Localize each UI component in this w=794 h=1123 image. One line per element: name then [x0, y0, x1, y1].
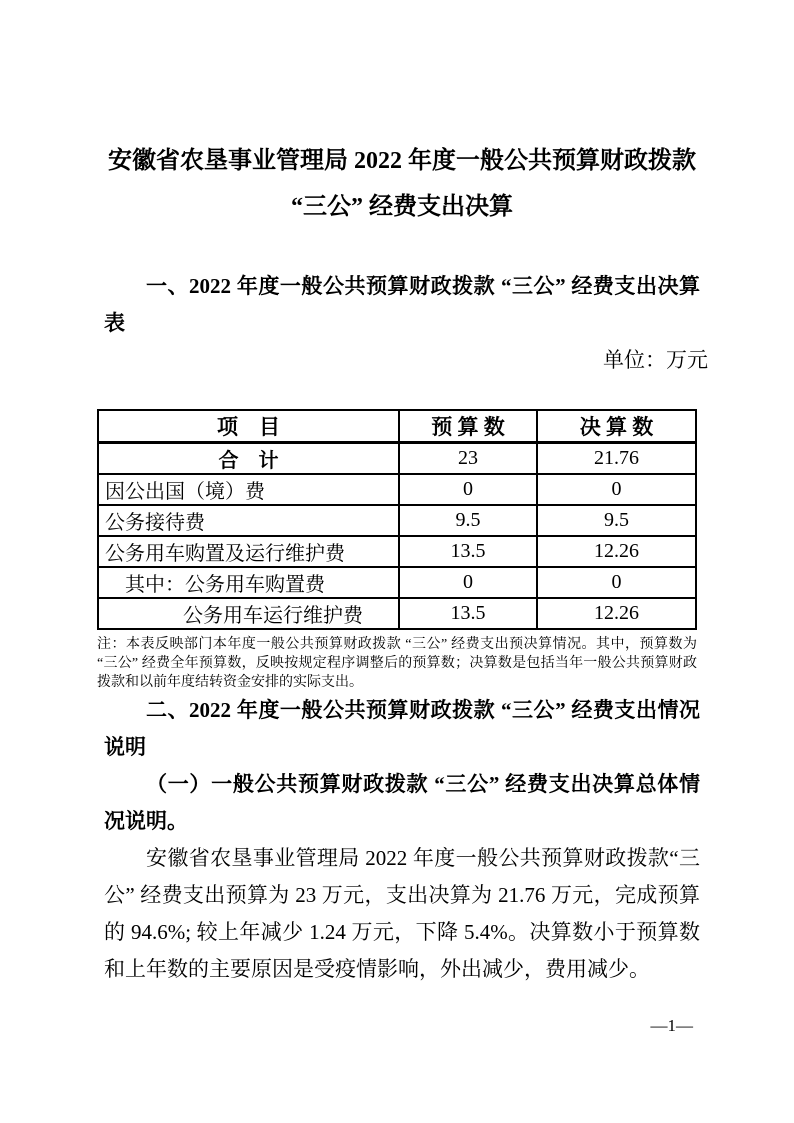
section2-paragraph [96, 840, 708, 988]
row-item-label: 公务用车购置及运行维护费 [98, 536, 399, 567]
row-budget-value: 23 [399, 443, 537, 475]
row-final-value: 0 [537, 567, 696, 598]
document-content [96, 138, 708, 1036]
section2-heading [96, 692, 708, 766]
row-item-label: 其中：公务用车购置费 [98, 567, 399, 598]
section2-sub-heading [96, 766, 708, 840]
paragraph-line-2: 公” 经费支出预算为 23 万元，支出决算为 21.76 万元，完成预算 [104, 883, 700, 907]
table-note: 注：本表反映部门本年度一般公共预算财政拨款 “三公” 经费支出预决算情况。其中，预算数为 “三公” 经费全年预算数，反映按规定程序调整后的预算数；决算数是包括当年一般公共预算财政拨款和以前年度结转资金安排的实际支出。 [97, 637, 697, 690]
section1-heading-line-2: 表 [104, 311, 125, 335]
row-item-label: 公务接待费 [98, 505, 399, 536]
column-header-item: 项 目 [98, 410, 399, 443]
row-budget-value: 9.5 [399, 505, 537, 536]
section2-sub-heading-line-1: （一）一般公共预算财政拨款 “三公” 经费支出决算总体情 [146, 772, 700, 796]
row-final-value: 21.76 [537, 443, 696, 475]
document-title-line-1: 安徽省农垦事业管理局 2022 年度一般公共预算财政拨款 [108, 148, 696, 174]
section1-heading [96, 268, 708, 342]
row-final-value: 9.5 [537, 505, 696, 536]
row-item-label: 合 计 [98, 443, 399, 475]
row-final-value: 0 [537, 474, 696, 505]
row-budget-value: 0 [399, 567, 537, 598]
table-row-abroad-fee [98, 474, 696, 505]
row-budget-value: 13.5 [399, 536, 537, 567]
column-header-budget: 预 算 数 [399, 410, 537, 443]
row-item-label: 公务用车运行维护费 [98, 598, 399, 629]
paragraph-line-1: 安徽省农垦事业管理局 2022 年度一般公共预算财政拨款“三 [146, 846, 700, 870]
section2-sub-heading-line-2: 况说明。 [104, 809, 188, 833]
column-header-final: 决 算 数 [537, 410, 696, 443]
row-budget-value: 13.5 [399, 598, 537, 629]
table-row-vehicle-maintenance [98, 598, 696, 629]
row-budget-value: 0 [399, 474, 537, 505]
section2-heading-line-1: 二、2022 年度一般公共预算财政拨款 “三公” 经费支出情况 [146, 698, 700, 722]
page-number: —1— [650, 1016, 693, 1035]
section2-heading-line-2: 说明 [104, 735, 146, 759]
expense-table [97, 409, 697, 630]
document-title-line-2: “三公” 经费支出决算 [291, 194, 513, 220]
section1-heading-line-1: 一、2022 年度一般公共预算财政拨款 “三公” 经费支出决算 [146, 274, 700, 298]
table-header-row [98, 410, 696, 443]
unit-label: 单位：万元 [603, 348, 708, 372]
row-final-value: 12.26 [537, 536, 696, 567]
table-row-vehicle-total [98, 536, 696, 567]
row-final-value: 12.26 [537, 598, 696, 629]
table-row-total [98, 443, 696, 475]
table-row-reception-fee [98, 505, 696, 536]
document-title [96, 138, 708, 230]
table-row-vehicle-purchase [98, 567, 696, 598]
row-item-label: 因公出国（境）费 [98, 474, 399, 505]
paragraph-line-4: 和上年数的主要原因是受疫情影响，外出减少，费用减少。 [104, 957, 650, 981]
paragraph-line-3: 的 94.6%; 较上年减少 1.24 万元，下降 5.4%。决算数小于预算数 [104, 920, 700, 944]
